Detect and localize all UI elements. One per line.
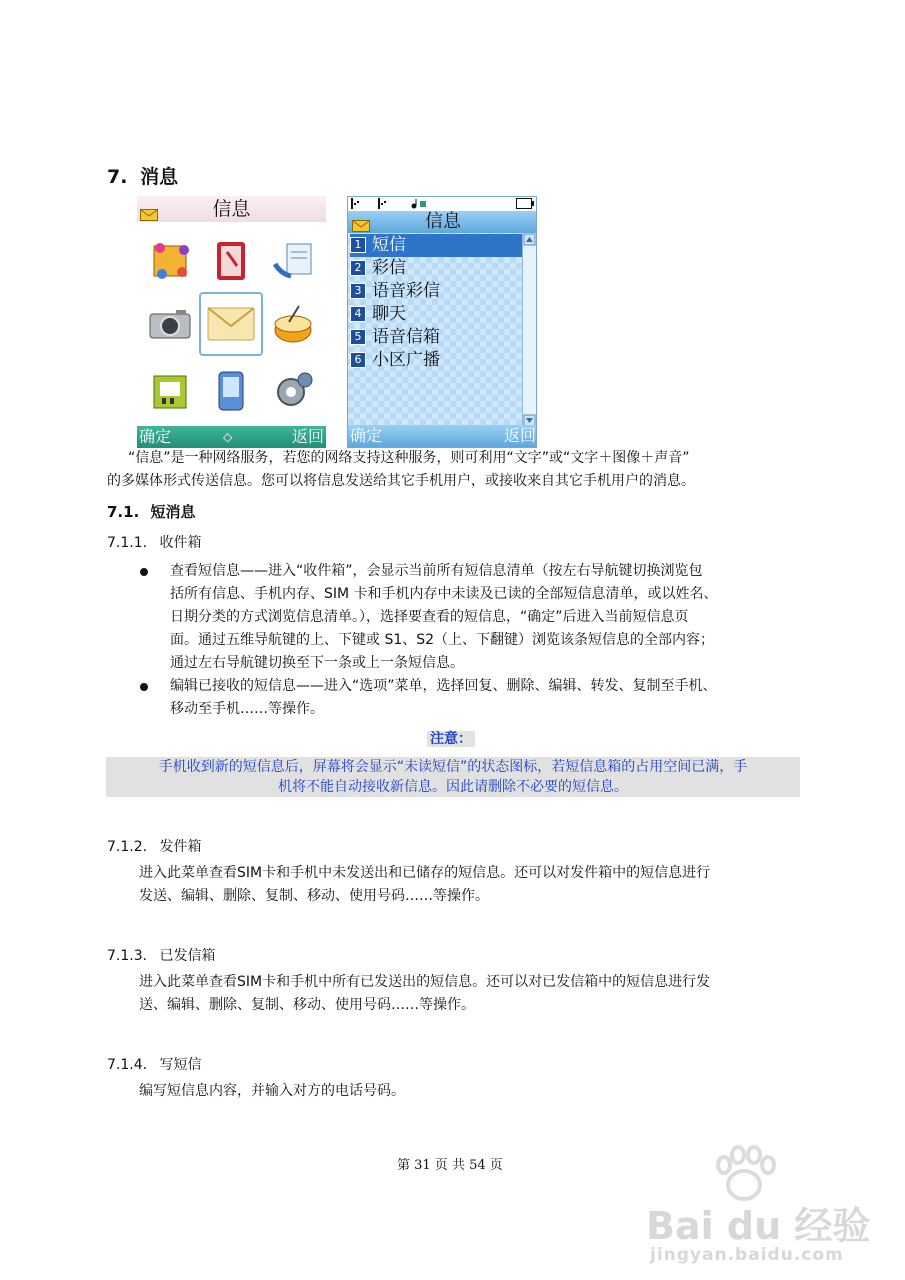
menu-item-voicemail[interactable]: 5 语音信箱 <box>350 326 522 349</box>
write-sms-description: 编写短信息内容，并输入对方的电话号码。 <box>139 1083 405 1099</box>
menu-item-sms[interactable]: 1 短信 <box>350 234 522 257</box>
messages-icon[interactable] <box>199 292 263 356</box>
bullet-edit-sms: 编辑已接收的短信息——进入“选项”菜单，选择回复、删除、编辑、转发、复制至手机、 移动至手机……等操作。 <box>170 678 717 717</box>
grid-soft-key-bar <box>137 426 326 448</box>
watermark-brand: Bai du 经验 <box>646 1204 871 1248</box>
chapter-number: 7. <box>107 166 128 188</box>
menu-item-cell-broadcast[interactable]: 6 小区广播 <box>350 349 522 372</box>
nav-key-icon: ◇ <box>223 430 233 444</box>
bullet-dot <box>140 568 148 576</box>
phonebook-icon[interactable] <box>203 232 259 288</box>
list-title-bar <box>348 211 537 233</box>
section-heading-7-1-4: 7.1.4. 写短信 <box>107 1057 202 1073</box>
section-heading-7-1-3: 7.1.3. 已发信箱 <box>107 948 216 964</box>
bullet-view-sms: 查看短信息——进入“收件箱”，会显示当前所有短信息清单（按左右导航键切换浏览包 括所有信息、手机内存、SIM 卡和手机内存中未读及已读的全部短信息清单，或以姓名、 日期分类的方式浏览信息清单。），选择要查看的短信息，“确定”后进入当前短信息页 面。通过五维导航键的上、下键或 S1、S2（上、下翻键）浏览该条短信息的全部内容； 通过左右导航键切换至下一条或上一条短信息。 <box>170 563 718 671</box>
menu-item-voice-mms[interactable]: 3 语音彩信 <box>350 280 522 303</box>
sentbox-description: 进入此菜单查看SIM卡和手机中所有已发送出的短信息。还可以对已发信箱中的短信息进行发 送、编辑、删除、复制、移动、使用号码……等操作。 <box>139 974 711 1013</box>
camera-icon[interactable] <box>142 296 198 352</box>
phone-status-bar <box>348 197 537 211</box>
list-confirm-softkey[interactable]: 确定 <box>350 426 383 445</box>
settings-gear-icon[interactable] <box>265 362 321 418</box>
mail-icon <box>140 202 158 228</box>
note-title-wrap <box>427 728 475 748</box>
grid-title-bar <box>137 196 326 222</box>
note-box <box>106 757 800 797</box>
section-heading-7-1-1: 7.1.1. 收件箱 <box>107 535 202 551</box>
grid-confirm-softkey[interactable]: 确定 <box>139 427 172 446</box>
list-title: 信息 <box>425 211 461 232</box>
pda-icon[interactable] <box>203 362 259 418</box>
signal-2-icon <box>378 198 390 212</box>
intro-line-1: “信息”是一种网络服务，若您的网络支持这种服务，则可利用“文字”或“文字＋图像＋声音” <box>128 450 690 466</box>
music-note-icon <box>410 198 428 212</box>
menu-item-mms[interactable]: 2 彩信 <box>350 257 522 280</box>
menu-item-chat[interactable]: 4 聊天 <box>350 303 522 326</box>
multimedia-icon[interactable] <box>265 296 321 352</box>
phone-screen-grid-menu <box>137 196 326 448</box>
phone-screen-list-menu <box>347 196 537 448</box>
list-soft-key-bar <box>348 425 537 447</box>
bullet-dot <box>140 683 148 691</box>
list-back-softkey[interactable]: 返回 <box>503 426 536 445</box>
section-heading-7-1-2: 7.1.2. 发件箱 <box>107 839 202 855</box>
signal-icon <box>351 198 363 212</box>
grid-back-softkey[interactable]: 返回 <box>291 427 324 446</box>
page-footer: 第 31 页 共 54 页 <box>397 1158 503 1173</box>
note-line-1: 手机收到新的短信息后，屏幕将会显示“未读短信”的状态图标，若短信息箱的占用空间已满，手 <box>158 759 748 775</box>
intro-line-2: 的多媒体形式传送信息。您可以将信息发送给其它手机用户，或接收来自其它手机用户的消息。 <box>107 473 695 489</box>
icon-grid <box>137 226 326 420</box>
note-line-2: 机将不能自动接收新信息。因此请删除不必要的短信息。 <box>278 779 628 795</box>
baidu-watermark <box>640 1145 900 1275</box>
section-heading-7-1: 7.1. 短消息 <box>107 503 196 521</box>
chapter-title: 消息 <box>140 166 179 188</box>
list-scrollbar[interactable] <box>522 233 536 427</box>
organizer-icon[interactable] <box>142 362 198 418</box>
message-menu-list <box>348 233 524 427</box>
call-log-icon[interactable] <box>265 232 321 288</box>
chapter-heading <box>107 162 178 189</box>
note-title: 注意： <box>427 731 475 747</box>
fun-box-icon[interactable] <box>142 232 198 288</box>
watermark-url: jingyan.baidu.com <box>650 1245 844 1265</box>
outbox-description: 进入此菜单查看SIM卡和手机中未发送出和已储存的短信息。还可以对发件箱中的短信息进行 发送、编辑、删除、复制、移动、使用号码……等操作。 <box>139 865 711 904</box>
battery-icon <box>516 198 534 212</box>
grid-title: 信息 <box>212 198 251 220</box>
